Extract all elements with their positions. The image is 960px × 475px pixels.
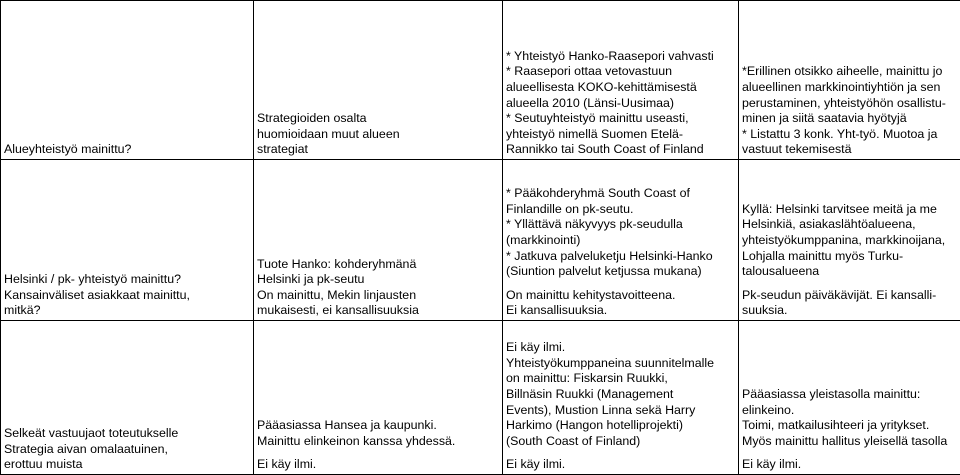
table-cell	[739, 160, 960, 321]
table-cell	[503, 321, 739, 475]
row-label: Selkeät vastuujaot toteutukselle Strategia aivan omalaatuinen, erottuu muista	[4, 426, 179, 472]
cell-text: Strategioiden osalta huomioidaan muut alueen strategiat	[257, 111, 400, 157]
cell-text: On mainittu kehitystavoitteena. Ei kansallisuuksia.	[506, 287, 676, 318]
table-cell	[739, 321, 960, 475]
cell-text: Ei käy ilmi.	[257, 457, 317, 472]
cell-text: Ei käy ilmi. Yhteistyökumppaneina suunnitelmalle on mainittu: Fiskarsin Ruukki, Billnäsin Ruukki (Management Events), Mustion Linna sekä Harry Harkimo (Hangon hotelliprojekti) (South Coast of Finland)	[506, 340, 715, 448]
table-cell	[739, 1, 960, 160]
cell-text: * Pääkohderyhmä South Coast of Finlandille on pk-seutu. * Yllättävä näkyvyys pk-seudulla (markkinointi) * Jatkuva palveluketju Helsinki-Hanko (Siuntion palvelut ketjussa mukana)	[506, 186, 713, 279]
row-label-cell	[1, 160, 254, 321]
table-row	[1, 321, 960, 475]
table-row	[1, 1, 960, 160]
cell-text: Ei käy ilmi.	[742, 457, 802, 472]
table-cell	[254, 321, 503, 475]
cell-text: Tuote Hanko: kohderyhmänä Helsinki ja pk-seutu	[257, 256, 417, 287]
cell-text: Pääasiassa Hansea ja kaupunki. Mainittu elinkeinon kanssa yhdessä.	[257, 418, 456, 448]
row-label-cell	[1, 321, 254, 475]
row-label: Alueyhteistyö mainittu?	[4, 142, 132, 157]
cell-text: Pk-seudun päiväkävijät. Ei kansalli- suuksia.	[742, 287, 937, 318]
cell-text: On mainittu, Mekin linjausten mukaisesti, ei kansallisuuksia	[257, 287, 419, 318]
table-cell	[254, 160, 503, 321]
table-cell	[503, 1, 739, 160]
cell-text: *Erillinen otsikko aiheelle, mainittu jo alueellinen markkinointiyhtiön ja sen perustaminen, yhteistyöhön osallistu- minen ja siitä saatavia hyötyjä * Listattu 3 konk. Yht-työ. Muotoa ja vastuut tekemisestä	[742, 64, 946, 157]
cell-text: Kyllä: Helsinki tarvitsee meitä ja me Helsinkiä, asiakaslähtöalueena, yhteistyökumppanina, markkinoijana, Lohjalla mainittu myös Turku- talousalueena	[742, 201, 946, 279]
row-label-cell	[1, 1, 254, 160]
row-label: Helsinki / pk- yhteistyö mainittu? Kansainväliset asiakkaat mainittu, mitkä?	[4, 272, 190, 318]
table-cell	[254, 1, 503, 160]
table-cell	[503, 160, 739, 321]
cell-text: Pääasiassa yleistasolla mainittu: elinkeino. Toimi, matkailusihteeri ja yritykset. Myös mainittu hallitus yleisellä tasolla	[742, 387, 948, 448]
cell-text: * Yhteistyö Hanko-Raasepori vahvasti * Raasepori ottaa vetovastuun alueellisesta KOKO-kehittämisestä alueella 2010 (Länsi-Uusimaa) * Seutuyhteistyö mainittu useasti, yhteistyö nimellä Suomen Etelä- Rannikko tai South Coast of Finland	[506, 48, 714, 157]
table-row	[1, 160, 960, 321]
cell-text: Ei käy ilmi.	[506, 457, 566, 472]
